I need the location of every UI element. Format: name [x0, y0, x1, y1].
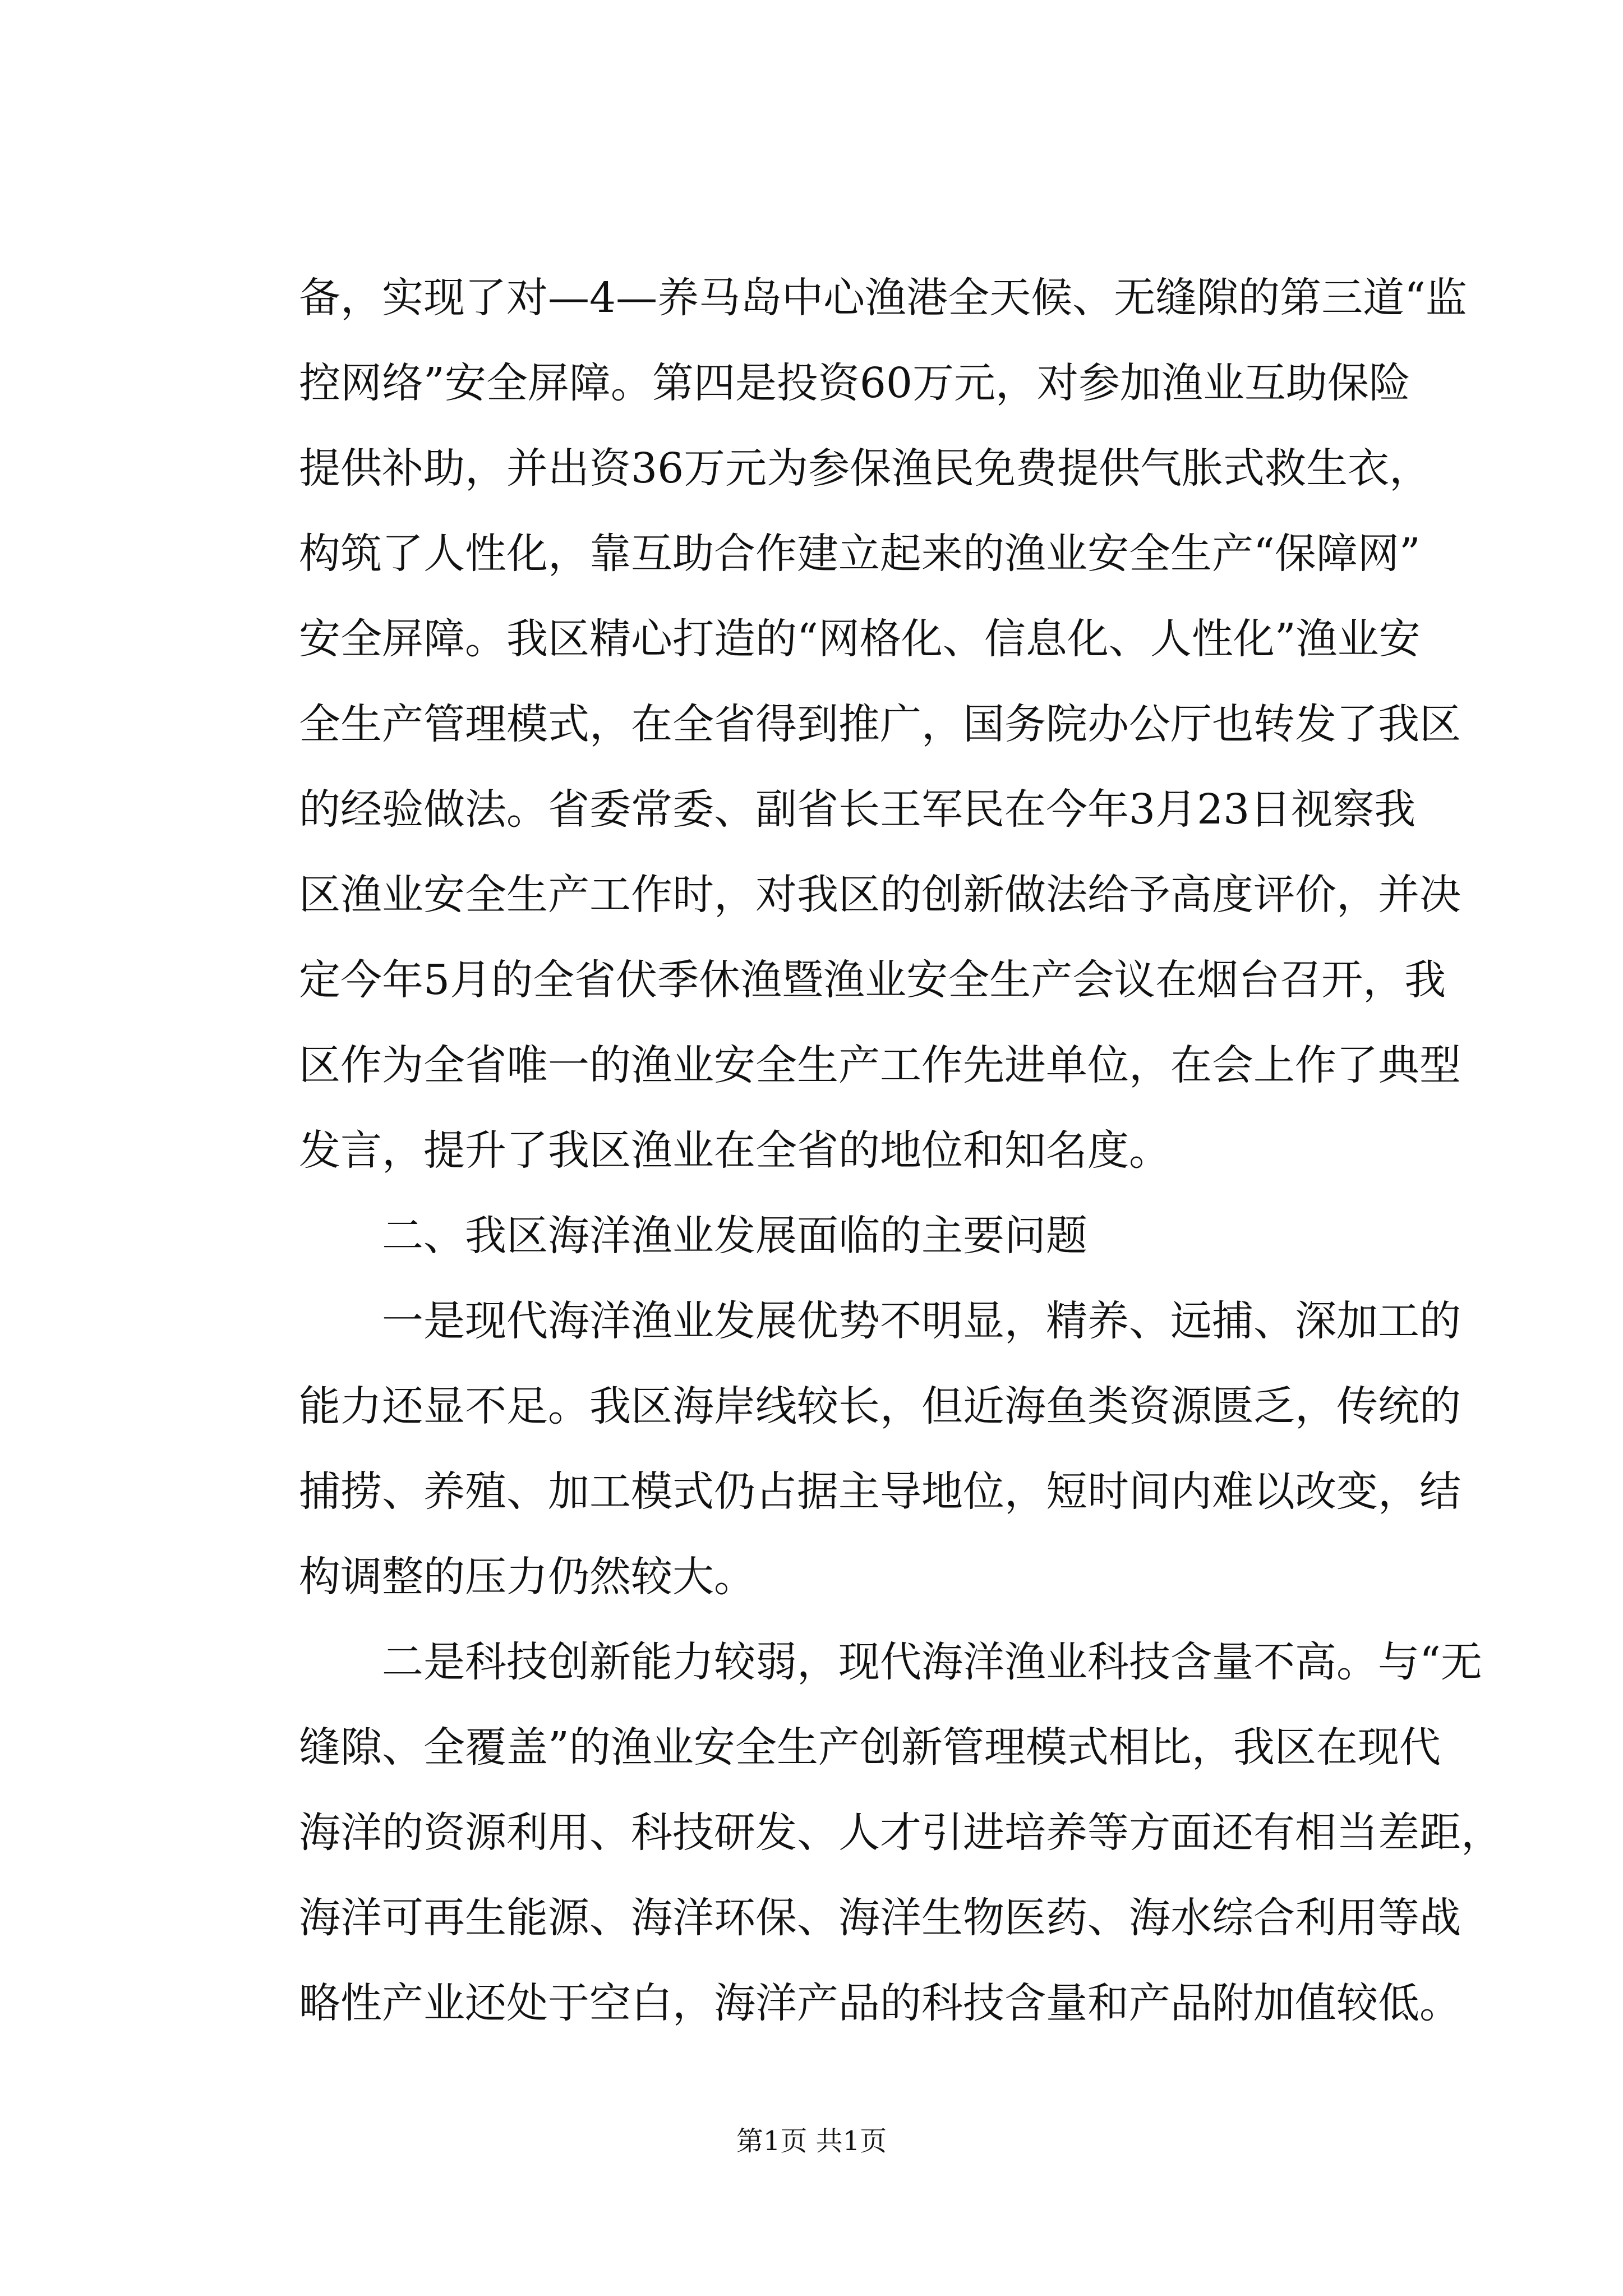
text-line: 安全屏障。我区精心打造的“网格化、信息化、人性化”渔业安 [299, 615, 1421, 663]
text-line: 一是现代海洋渔业发展优势不明显，精养、远捕、深加工的 [382, 1297, 1461, 1345]
text-line: 备，实现了对—4—养马岛中心渔港全天候、无缝隙的第三道“监 [299, 274, 1467, 322]
text-line: 海洋的资源利用、科技研发、人才引进培养等方面还有相当差距， [299, 1809, 1502, 1857]
document-body [299, 255, 1502, 2046]
text-line: 构调整的压力仍然较大。 [299, 1553, 755, 1601]
text-line: 构筑了人性化，靠互助合作建立起来的渔业安全生产“保障网” [299, 530, 1421, 578]
text-line: 缝隙、全覆盖”的渔业安全生产创新管理模式相比，我区在现代 [299, 1723, 1441, 1772]
section-heading: 二、我区海洋渔业发展面临的主要问题 [382, 1212, 1087, 1260]
text-line: 的经验做法。省委常委、副省长王军民在今年3月23日视察我 [299, 785, 1416, 834]
text-line: 能力还显不足。我区海岸线较长，但近海鱼类资源匮乏，传统的 [299, 1382, 1461, 1430]
text-line: 海洋可再生能源、海洋环保、海洋生物医药、海水综合利用等战 [299, 1894, 1461, 1942]
text-line: 定今年5月的全省伏季休渔暨渔业安全生产会议在烟台召开，我 [299, 956, 1446, 1004]
page-number-footer: 第1页 共1页 [736, 2125, 887, 2157]
text-line: 发言，提升了我区渔业在全省的地位和知名度。 [299, 1126, 1170, 1175]
text-line: 捕捞、养殖、加工模式仍占据主导地位，短时间内难以改变，结 [299, 1467, 1461, 1516]
text-line: 区作为全省唯一的渔业安全生产工作先进单位，在会上作了典型 [299, 1041, 1461, 1089]
text-line: 略性产业还处于空白，海洋产品的科技含量和产品附加值较低。 [299, 1979, 1461, 2027]
text-line: 提供补助，并出资36万元为参保渔民免费提供气胀式救生衣， [299, 444, 1431, 493]
text-line: 区渔业安全生产工作时，对我区的创新做法给予高度评价，并决 [299, 871, 1461, 919]
text-line: 二是科技创新能力较弱，现代海洋渔业科技含量不高。与“无 [382, 1638, 1482, 1686]
text-line: 控网络”安全屏障。第四是投资60万元，对参加渔业互助保险 [299, 359, 1410, 407]
text-line: 全生产管理模式，在全省得到推广，国务院办公厅也转发了我区 [299, 700, 1461, 748]
